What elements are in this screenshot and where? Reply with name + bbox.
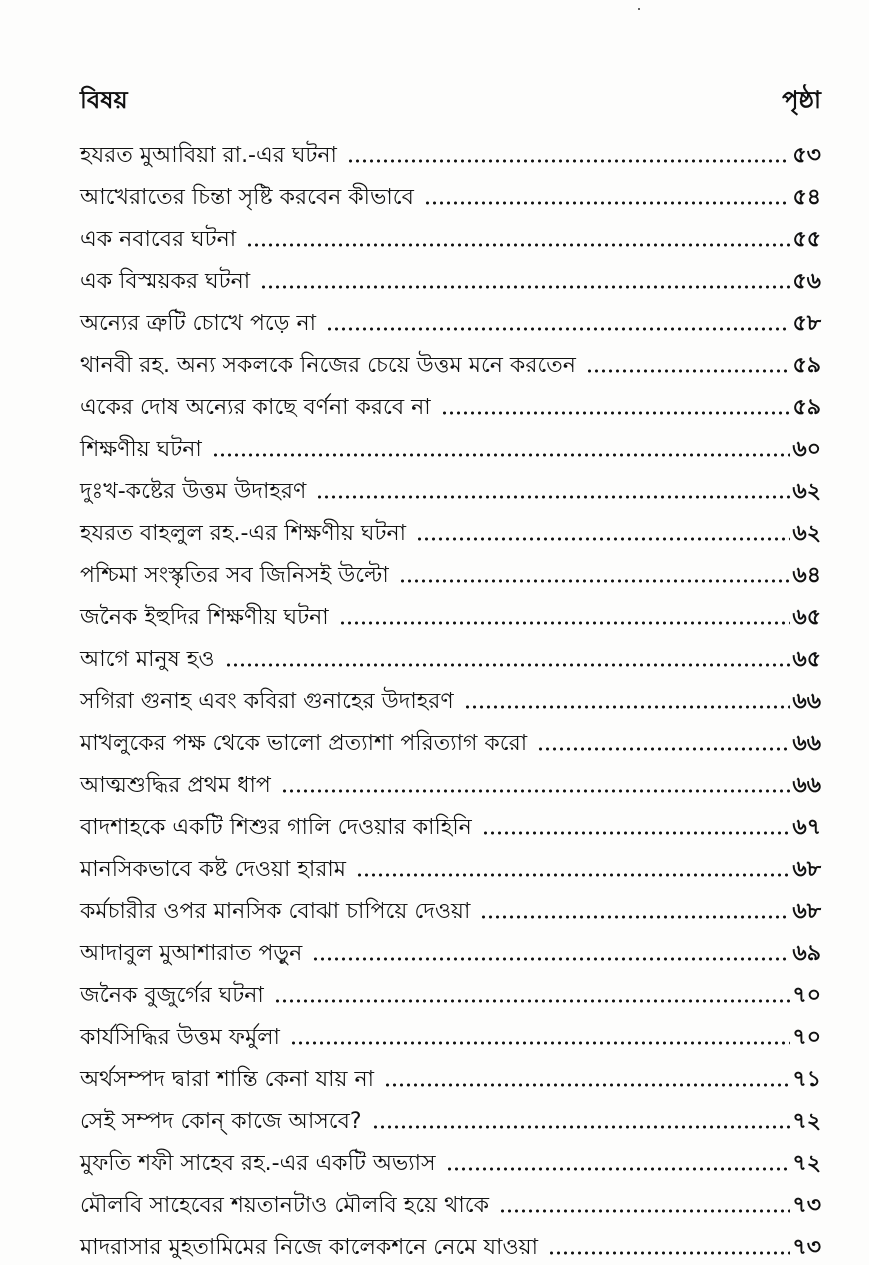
- toc-entry-title: হযরত বাহলুল রহ.-এর শিক্ষণীয় ঘটনা: [80, 521, 406, 546]
- toc-entry-title: জনৈক ইহুদির শিক্ষণীয় ঘটনা: [80, 605, 329, 630]
- toc-entry-page-number: ৫৯: [792, 395, 821, 420]
- toc-entry-page-number: ৭৩: [792, 1193, 821, 1218]
- toc-entry: [80, 128, 821, 170]
- toc-entry-page-number: ৬৬: [792, 689, 821, 714]
- toc-entry-page-number: ৬৮: [792, 899, 821, 924]
- dot-leader: [347, 157, 790, 165]
- toc-entry-title: জনৈক বুজুর্গের ঘটনা: [80, 983, 264, 1008]
- ink-speck: [638, 8, 640, 10]
- toc-entry-title: বাদশাহকে একটি শিশুর গালি দেওয়ার কাহিনি: [80, 815, 472, 840]
- dot-leader: [384, 1081, 790, 1089]
- toc-entry: [80, 1136, 821, 1178]
- dot-leader: [246, 241, 790, 249]
- toc-entry: [80, 758, 821, 800]
- toc-entry: [80, 170, 821, 212]
- dot-leader: [499, 1207, 790, 1215]
- toc-entry-page-number: ৫৩: [792, 143, 821, 168]
- toc-entry-title: মানসিকভাবে কষ্ট দেওয়া হারাম: [80, 857, 347, 882]
- toc-entry: [80, 926, 821, 968]
- dot-leader: [399, 577, 791, 585]
- toc-entry-title: আখেরাতের চিন্তা সৃষ্টি করবেন কীভাবে: [80, 185, 414, 210]
- toc-entry-title: অন্যের ত্রুটি চোখে পড়ে না: [80, 311, 316, 336]
- toc-entry-title: কর্মচারীর ওপর মানসিক বোঝা চাপিয়ে দেওয়া: [80, 899, 471, 924]
- dot-leader: [537, 745, 790, 753]
- dot-leader: [225, 661, 791, 669]
- toc-entry: [80, 1178, 821, 1220]
- toc-entry: [80, 548, 821, 590]
- toc-entry-page-number: ৬৭: [792, 815, 821, 840]
- toc-header: [80, 88, 821, 122]
- toc-entry-title: মুফতি শফী সাহেব রহ.-এর একটি অভ্যাস: [80, 1151, 436, 1176]
- toc-entry: [80, 632, 821, 674]
- toc-entry: [80, 422, 821, 464]
- toc-entry-page-number: ৬৯: [792, 941, 821, 966]
- toc-entry-title: মাদরাসার মুহতামিমের নিজে কালেকশনে নেমে যাওয়া: [80, 1235, 538, 1260]
- table-of-contents: [80, 128, 821, 1262]
- toc-entry-title: থানবী রহ. অন্য সকলকে নিজের চেয়ে উত্তম মনে করতেন: [80, 353, 576, 378]
- toc-entry: [80, 1094, 821, 1136]
- subject-column-label: বিষয়: [80, 86, 128, 114]
- toc-entry-title: একের দোষ অন্যের কাছে বর্ণনা করবে না: [80, 395, 431, 420]
- toc-entry-title: সেই সম্পদ কোন্ কাজে আসবে?: [80, 1109, 362, 1134]
- dot-leader: [281, 787, 791, 795]
- toc-entry: [80, 380, 821, 422]
- toc-entry-page-number: ৫৮: [792, 311, 821, 336]
- toc-entry: [80, 968, 821, 1010]
- toc-entry-page-number: ৭১: [792, 1067, 821, 1092]
- toc-entry: [80, 590, 821, 632]
- toc-entry-page-number: ৬২: [792, 479, 821, 504]
- toc-entry-title: আগে মানুষ হও: [80, 647, 215, 672]
- toc-entry-title: পশ্চিমা সংস্কৃতির সব জিনিসই উল্টো: [80, 563, 389, 588]
- toc-entry: [80, 1220, 821, 1262]
- dot-leader: [586, 367, 791, 375]
- dot-leader: [326, 325, 790, 333]
- page-column-label: পৃষ্ঠা: [782, 86, 821, 114]
- dot-leader: [312, 955, 790, 963]
- dot-leader: [416, 535, 790, 543]
- toc-entry-page-number: ৭৩: [792, 1235, 821, 1260]
- toc-entry: [80, 254, 821, 296]
- toc-entry: [80, 800, 821, 842]
- toc-entry: [80, 674, 821, 716]
- toc-entry: [80, 506, 821, 548]
- toc-entry: [80, 716, 821, 758]
- toc-entry: [80, 296, 821, 338]
- toc-entry-title: এক বিস্ময়কর ঘটনা: [80, 269, 251, 294]
- toc-entry-title: আত্মশুদ্ধির প্রথম ধাপ: [80, 773, 271, 798]
- toc-entry-page-number: ৭২: [792, 1109, 821, 1134]
- dot-leader: [464, 703, 791, 711]
- dot-leader: [482, 829, 791, 837]
- toc-entry-page-number: ৭০: [792, 1025, 821, 1050]
- toc-entry-title: এক নবাবের ঘটনা: [80, 227, 237, 252]
- toc-entry-page-number: ৬৬: [792, 773, 821, 798]
- toc-entry-title: মৌলবি সাহেবের শয়তানটাও মৌলবি হয়ে থাকে: [80, 1193, 489, 1218]
- toc-entry-page-number: ৫৫: [792, 227, 821, 252]
- toc-entry-title: মাখলুকের পক্ষ থেকে ভালো প্রত্যাশা পরিত্যাগ করো: [80, 731, 528, 756]
- dot-leader: [446, 1165, 791, 1173]
- dot-leader: [274, 997, 791, 1005]
- toc-entry-page-number: ৭০: [792, 983, 821, 1008]
- toc-entry: [80, 1010, 821, 1052]
- toc-entry-title: আদাবুল মুআশারাত পড়ুন: [80, 941, 303, 966]
- toc-entry-page-number: ৬২: [792, 521, 821, 546]
- toc-entry: [80, 464, 821, 506]
- dot-leader: [356, 871, 790, 879]
- toc-entry-page-number: ৬৫: [792, 605, 821, 630]
- toc-entry-page-number: ৫৬: [792, 269, 821, 294]
- dot-leader: [339, 619, 791, 627]
- dot-leader: [316, 493, 790, 501]
- toc-entry-title: শিক্ষণীয় ঘটনা: [80, 437, 202, 462]
- toc-entry: [80, 338, 821, 380]
- dot-leader: [260, 283, 790, 291]
- toc-entry-page-number: ৫৯: [792, 353, 821, 378]
- toc-entry-page-number: ৫৪: [792, 185, 821, 210]
- toc-entry-page-number: ৬৮: [792, 857, 821, 882]
- dot-leader: [441, 409, 791, 417]
- toc-entry-page-number: ৬৫: [792, 647, 821, 672]
- toc-entry: [80, 884, 821, 926]
- toc-entry-title: সগিরা গুনাহ এবং কবিরা গুনাহের উদাহরণ: [80, 689, 454, 714]
- dot-leader: [548, 1249, 790, 1257]
- toc-entry: [80, 842, 821, 884]
- dot-leader: [212, 451, 791, 459]
- toc-entry-title: হযরত মুআবিয়া রা.-এর ঘটনা: [80, 143, 337, 168]
- toc-entry-title: অর্থসম্পদ দ্বারা শান্তি কেনা যায় না: [80, 1067, 374, 1092]
- dot-leader: [480, 913, 790, 921]
- toc-entry-page-number: ৭২: [792, 1151, 821, 1176]
- dot-leader: [290, 1039, 790, 1047]
- dot-leader: [424, 199, 791, 207]
- toc-entry-title: দুঃখ-কষ্টের উত্তম উদাহরণ: [80, 479, 307, 504]
- toc-entry-page-number: ৬৪: [792, 563, 821, 588]
- toc-entry-page-number: ৬০: [792, 437, 821, 462]
- dot-leader: [372, 1123, 791, 1131]
- toc-entry: [80, 1052, 821, 1094]
- toc-entry: [80, 212, 821, 254]
- toc-entry-page-number: ৬৬: [792, 731, 821, 756]
- toc-entry-title: কার্যসিদ্ধির উত্তম ফর্মুলা: [80, 1025, 280, 1050]
